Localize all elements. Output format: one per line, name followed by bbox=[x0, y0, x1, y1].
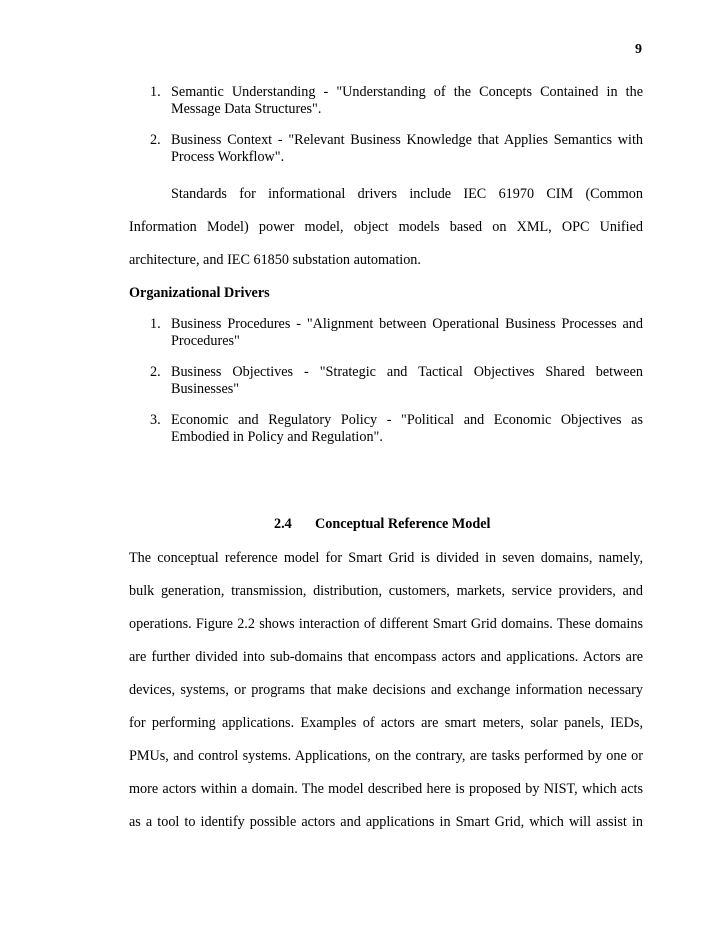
section-title: Conceptual Reference Model bbox=[315, 516, 491, 532]
list-item bbox=[129, 364, 643, 398]
list-item bbox=[129, 412, 643, 446]
list-item-text: Business Objectives - "Strategic and Tactical Objectives Shared between Businesses" bbox=[171, 364, 643, 397]
standards-line-1: Standards for informational drivers include IEC 61970 CIM (Common bbox=[171, 186, 643, 202]
paragraph-line: are further divided into sub-domains that encompass actors and applications. Actors are bbox=[129, 649, 643, 665]
paragraph-line: more actors within a domain. The model described here is proposed by NIST, which acts bbox=[129, 781, 643, 797]
standards-line-3: architecture, and IEC 61850 substation automation. bbox=[129, 252, 421, 268]
conceptual-model-paragraph bbox=[129, 542, 643, 839]
paragraph-line: The conceptual reference model for Smart Grid is divided in seven domains, namely, bbox=[129, 550, 643, 566]
list-item-number: 2. bbox=[150, 364, 161, 380]
list-item-number: 2. bbox=[150, 132, 161, 148]
paragraph-line: as a tool to identify possible actors and applications in Smart Grid, which will assist in bbox=[129, 814, 643, 830]
section-heading bbox=[129, 514, 643, 534]
list-item-text: Semantic Understanding - "Understanding of the Concepts Contained in the Message Data Structures". bbox=[171, 84, 643, 117]
page-content bbox=[129, 84, 643, 839]
standards-line-2: Information Model) power model, object models based on XML, OPC Unified bbox=[129, 219, 643, 235]
organizational-drivers-heading: Organizational Drivers bbox=[129, 285, 270, 301]
list-item-text: Business Procedures - "Alignment between Operational Business Processes and Procedures" bbox=[171, 316, 643, 349]
paragraph-line: for performing applications. Examples of actors are smart meters, solar panels, IEDs, bbox=[129, 715, 643, 731]
list-item-text: Business Context - "Relevant Business Knowledge that Applies Semantics with Process Workflow". bbox=[171, 132, 643, 165]
list-item-number: 1. bbox=[150, 84, 161, 100]
list-item bbox=[129, 84, 643, 118]
informational-drivers-list bbox=[129, 84, 643, 166]
organizational-drivers-list bbox=[129, 316, 643, 446]
list-item-number: 3. bbox=[150, 412, 161, 428]
standards-paragraph bbox=[129, 178, 643, 277]
section-number: 2.4 bbox=[274, 516, 292, 532]
list-item bbox=[129, 132, 643, 166]
list-item bbox=[129, 316, 643, 350]
paragraph-line: devices, systems, or programs that make decisions and exchange information necessary bbox=[129, 682, 643, 698]
paragraph-line: PMUs, and control systems. Applications, on the contrary, are tasks performed by one or bbox=[129, 748, 643, 764]
paragraph-line: operations. Figure 2.2 shows interaction of different Smart Grid domains. These domains bbox=[129, 616, 643, 632]
page-number: 9 bbox=[635, 42, 642, 57]
list-item-text: Economic and Regulatory Policy - "Political and Economic Objectives as Embodied in Policy and Regulation". bbox=[171, 412, 643, 445]
paragraph-line: bulk generation, transmission, distribution, customers, markets, service providers, and bbox=[129, 583, 643, 599]
list-item-number: 1. bbox=[150, 316, 161, 332]
